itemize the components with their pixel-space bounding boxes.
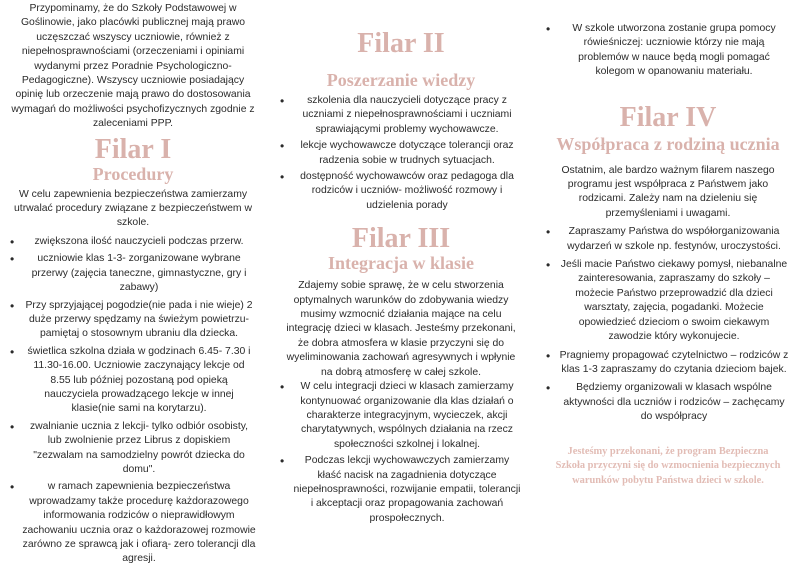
filar-3-lead: Zdajemy sobie sprawę, że w celu stworzenia optymalnych warunków do zdobywania wiedzy musimy wzmocnić działania mające na celu integrację dzieci w klasach. Jesteśmy przekonani, że dobra atmosfera w klasie przyczyni się do wyeliminowania zachowań agresywnych i wpłynie na dobrą atmosferę w całej szkole. <box>286 280 516 378</box>
filar-3-title: Filar III <box>351 223 451 255</box>
list-item: • uczniowie klas 1-3- zorganizowane wybrane przerwy (zajęcia taneczne, gimnastyczne, gry i zabawy) <box>4 252 262 295</box>
filar-4-subtitle: Współpraca z rodziną ucznia <box>556 133 780 154</box>
list-item: • Będziemy organizowali w klasach wspólne aktywności dla uczniów i rodziców – zachęcamy do współpracy <box>540 381 796 424</box>
closing-statement: Jesteśmy przekonani, że program Bezpieczna Szkoła przyczyni się do wzmocnienia bezpiecznych warunków pobytu Państwa dzieci w szkole. <box>555 445 781 486</box>
filar-1-list <box>4 235 262 567</box>
filar-4-lead: Ostatnim, ale bardzo ważnym filarem naszego programu jest współpraca z Państwem jako rodzicami. Zależy nam na dzieleniu się przemyśleniami i uwagami. <box>561 164 775 219</box>
filar-3-subtitle: Integracja w klasie <box>328 253 474 274</box>
list-item: • dostępność wychowawców oraz pedagoga dla rodziców i uczniów- możliwość rozmowy i udzielenia porady <box>274 170 528 213</box>
list-item: • zwalnianie ucznia z lekcji- tylko odbiór osobisty, lub zwolnienie przez Librus z dopiskiem "zezwalam na samodzielny powrót dziecka do domu". <box>4 420 262 478</box>
list-item: • lekcje wychowawcze dotyczące tolerancji oraz radzenia sobie w trudnych sytuacjach. <box>274 139 528 168</box>
filar-3-continued-list <box>540 22 796 80</box>
filar-3-list <box>274 380 528 526</box>
list-item: • Podczas lekcji wychowawczych zamierzamy kłaść nacisk na zagadnienia dotyczące niepełnosprawności, rozwijanie empatii, tolerancji i akceptacji oraz propagowania zachowań prospołecznych. <box>274 454 528 526</box>
list-item: • zwiększona ilość nauczycieli podczas przerw. <box>4 235 262 249</box>
list-item: • Pragniemy propagować czytelnictwo – rodziców z klas 1-3 zapraszamy do czytania dzieciom bajek. <box>540 349 796 378</box>
list-item: • Przy sprzyjającej pogodzie(nie pada i nie wieje) 2 duże przerwy spędzamy na świeżym powietrzu- pamiętaj o stosownym ubraniu dla dziecka. <box>4 299 262 342</box>
filar-4-title: Filar IV <box>619 101 717 133</box>
filar-2-list <box>274 94 528 213</box>
list-item: • W celu integracji dzieci w klasach zamierzamy kontynuować organizowanie dla klas działań o charakterze integracyjnym, wycieczek, akcji charytatywnych, wspólnych działania na rzecz społeczności szkolnej i lokalnej. <box>274 380 528 452</box>
list-item: • Zapraszamy Państwa do współorganizowania wydarzeń w szkole np. festynów, uroczystości. <box>540 225 796 254</box>
list-item: • świetlica szkolna działa w godzinach 6.45- 7.30 i 11.30-16.00. Uczniowie zaczynający lekcje od 8.55 lub później pozostaną pod opieką nauczyciela prowadzącego lekcje w innej klasie(nie sami na korytarzu). <box>4 345 262 417</box>
column-1 <box>0 0 268 566</box>
intro-text: Przypominamy, że do Szkoły Podstawowej w Goślinowie, jako placówki publicznej mają prawo uczęszczać wszyscy uczniowie, również z niepełnosprawnościami (orzeczeniami i opiniami wydanymi przez Poradnie Psychologiczno-Pedagogiczne). Wszyscy uczniowie posiadający opinię lub orzeczenie mają prawo do dostosowania wymagań do możliwości psychofizycznych zgodnie z zaleceniami PPP. <box>11 3 255 130</box>
column-2 <box>270 0 532 566</box>
list-item: • w ramach zapewnienia bezpieczeństwa wprowadzamy także procedurę każdorazowego informowania rodziców o nieprawidłowym zachowaniu ucznia oraz o każdorazowej rozmowie zarówno ze sprawcą jak i ofiarą- zero tolerancji dla agresji. <box>4 480 262 566</box>
filar-1-lead: W celu zapewnienia bezpieczeństwa zamierzamy utrwalać procedury związane z bezpieczeństwem w szkole. <box>14 188 252 229</box>
filar-4-list <box>540 225 796 424</box>
list-item: • szkolenia dla nauczycieli dotyczące pracy z uczniami z niepełnosprawnościami i uczniami sprawiającymi problemy wychowawcze. <box>274 94 528 137</box>
filar-2-subtitle: Poszerzanie wiedzy <box>326 70 476 90</box>
column-3 <box>536 0 800 566</box>
filar-2-title: Filar II <box>357 28 445 59</box>
filar-1-title: Filar I <box>94 133 172 165</box>
list-item: • W szkole utworzona zostanie grupa pomocy rówieśniczej: uczniowie którzy nie mają problemów w nauce będą mogli pomagać kolegom w opanowaniu materiału. <box>540 22 796 80</box>
list-item: • Jeśli macie Państwo ciekawy pomysł, niebanalne zainteresowania, zapraszamy do szkoły – możecie Państwo przeprowadzić dla dzieci warsztaty, zajęcia, pogadanki. Możecie opowiedzieć dzieciom o swoim ciekawym zawodzie który wykonujecie. <box>540 258 796 344</box>
filar-1-subtitle: Procedury <box>92 163 174 184</box>
